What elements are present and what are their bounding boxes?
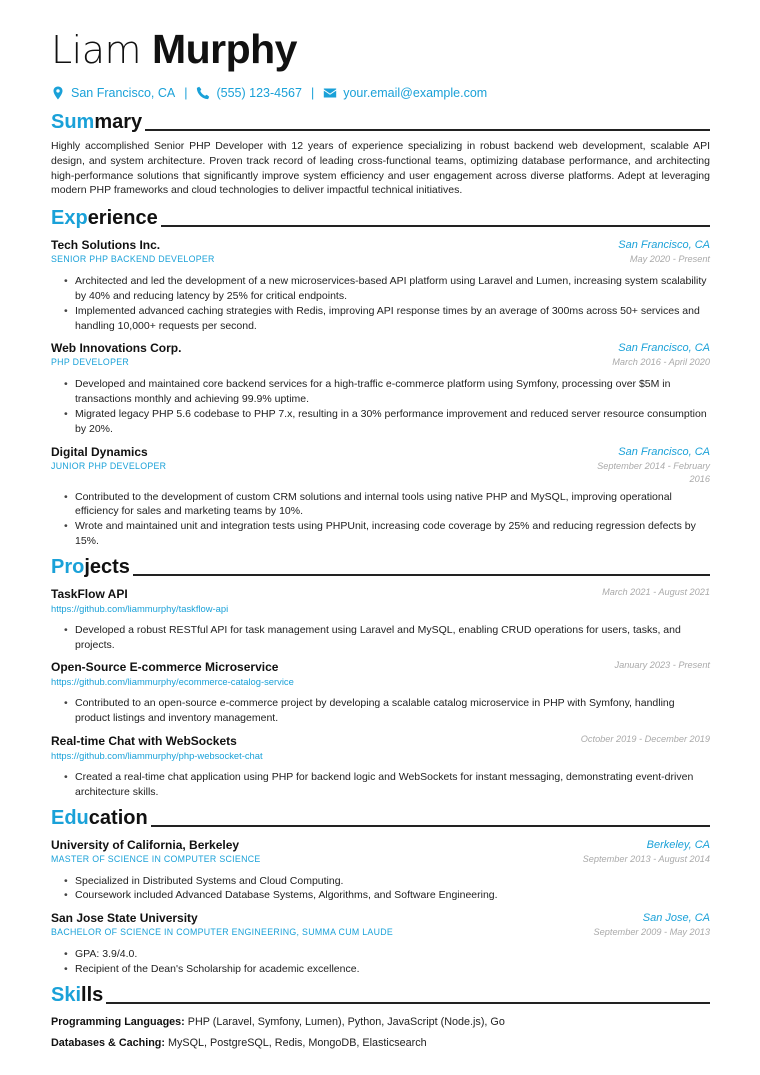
project-dates: October 2019 - December 2019 (580, 733, 710, 744)
skills-heading: Ski lls (51, 983, 710, 1007)
contact-bar (51, 84, 710, 102)
job-bullets (51, 490, 710, 549)
job-dates: September 2014 - February 2016 (597, 460, 710, 484)
experience-entry (51, 444, 710, 549)
bullet-item: • Contributed to the development of custom CRM solutions and internal tools using native PHP and MySQL, improving operational efficiency for sales and marketing teams by 10%. (75, 490, 710, 520)
project-url-link[interactable]: https://github.com/liammurphy/ecommerce-catalog-service (51, 676, 294, 688)
school-name: University of California, Berkeley (51, 837, 240, 852)
bullet-item: • Developed and maintained core backend services for a high-traffic e-commerce platform using Symfony, processing over $5M in transactions monthly and achieving 99.9% uptime. (75, 377, 710, 407)
contact-location (51, 86, 175, 100)
bullet-item: • Implemented advanced caching strategies with Redis, improving API response times by an average of 300ms across 50+ services and handling 10,000+ requests per second. (75, 304, 710, 334)
project-bullets (51, 770, 710, 800)
school-name: San Jose State University (51, 911, 198, 926)
education-bullets (51, 947, 710, 977)
degree-name: MASTER OF SCIENCE IN COMPUTER SCIENCE (51, 853, 261, 864)
project-dates: January 2023 - Present (614, 660, 710, 671)
project-bullets (51, 623, 710, 653)
project-name: Open-Source E-commerce Microservice (51, 660, 279, 675)
education-entry (51, 910, 710, 977)
bullet-item: • Developed a robust RESTful API for task management using Laravel and MySQL, enabling CRUD operations for users, tasks, and projects. (75, 623, 710, 653)
job-location: San Francisco, CA (618, 342, 710, 355)
company-name: Digital Dynamics (51, 444, 148, 459)
job-role: JUNIOR PHP DEVELOPER (51, 460, 167, 471)
skill-label: Databases & Caching: (51, 1036, 165, 1049)
skill-value: MySQL, PostgreSQL, Redis, MongoDB, Elasticsearch (168, 1036, 427, 1049)
project-entry (51, 586, 710, 653)
project-url-link[interactable]: https://github.com/liammurphy/php-websocket-chat (51, 749, 263, 761)
contact-separator: | (310, 86, 315, 100)
project-entry (51, 733, 710, 800)
summary-text: Highly accomplished Senior PHP Developer with 12 years of experience specializing in robust backend web development, scalable API design, and system architecture. Proven track record of leading cross-functional teams, optimizing database performance, and architecting high-performance solutions that significantly improve system efficiency and user engagement across diverse platforms. Adept at leveraging modern PHP frameworks and cloud technologies to deliver impactful technical initiatives. (51, 140, 710, 197)
education-dates: September 2013 - August 2014 (582, 853, 710, 864)
last-name: Murphy (151, 26, 297, 72)
bullet-item: • Wrote and maintained unit and integration tests using PHPUnit, increasing code coverage by 25% and reducing regression defects by 15%. (75, 519, 710, 549)
school-location: San Jose, CA (642, 912, 710, 925)
company-name: Web Innovations Corp. (51, 341, 182, 356)
section-rule (106, 1002, 710, 1004)
section-rule (161, 225, 710, 227)
project-dates: March 2021 - August 2021 (602, 586, 710, 597)
project-name: Real-time Chat with WebSockets (51, 733, 237, 748)
projects-heading: Pro jects (51, 555, 710, 579)
bullet-item: • Migrated legacy PHP 5.6 codebase to PHP 7.x, resulting in a 30% performance improvement and reduced server resource consumption by 20%. (75, 407, 710, 437)
candidate-name (51, 24, 710, 75)
bullet-item: • Contributed to an open-source e-commerce project by developing a scalable catalog microservice in PHP with Symfony, handling product listings and inventory management. (75, 696, 710, 726)
bullet-item: • GPA: 3.9/4.0. (75, 947, 710, 962)
skill-value: PHP (Laravel, Symfony, Lumen), Python, JavaScript (Node.js), Go (187, 1015, 505, 1028)
section-rule (145, 129, 710, 131)
section-rule (151, 825, 710, 827)
bullet-item: • Architected and led the development of a new microservices-based API platform using Laravel and Lumen, increasing system scalability by 40% and reducing latency by 25% for critical endpoints. (75, 274, 710, 304)
project-entry (51, 659, 710, 726)
job-bullets (51, 377, 710, 436)
skill-row (51, 1015, 710, 1029)
degree-name: BACHELOR OF SCIENCE IN COMPUTER ENGINEERING, SUMMA CUM LAUDE (51, 927, 394, 938)
location-text: San Francisco, CA (71, 86, 176, 100)
summary-heading: Sum mary (51, 110, 710, 134)
bullet-item: • Coursework included Advanced Database Systems, Algorithms, and Software Engineering. (75, 888, 710, 903)
job-role: PHP DEVELOPER (51, 357, 130, 368)
project-name: TaskFlow API (51, 586, 128, 601)
job-location: San Francisco, CA (618, 445, 710, 458)
email-text: your.email@example.com (343, 86, 488, 100)
job-role: SENIOR PHP BACKEND DEVELOPER (51, 254, 215, 265)
job-dates: March 2016 - April 2020 (612, 357, 710, 368)
bullet-item: • Created a real-time chat application using PHP for backend logic and WebSockets for instant messaging, demonstrating event-driven architecture skills. (75, 770, 710, 800)
education-dates: September 2009 - May 2013 (593, 927, 710, 938)
contact-email[interactable] (323, 86, 487, 100)
bullet-item: • Recipient of the Dean's Scholarship for academic excellence. (75, 962, 710, 977)
envelope-icon (323, 86, 337, 100)
experience-entry (51, 237, 710, 333)
project-url-link[interactable]: https://github.com/liammurphy/taskflow-api (51, 602, 229, 614)
contact-separator: | (184, 86, 188, 100)
map-marker-icon (51, 86, 65, 100)
education-bullets (51, 874, 710, 904)
job-bullets (51, 274, 710, 333)
skill-row (51, 1036, 710, 1050)
job-location: San Francisco, CA (618, 239, 710, 252)
education-entry (51, 837, 710, 904)
section-rule (133, 574, 710, 576)
experience-entry (51, 340, 710, 436)
project-bullets (51, 696, 710, 726)
company-name: Tech Solutions Inc. (51, 238, 161, 253)
experience-heading: Exp erience (51, 206, 710, 230)
bullet-item: • Specialized in Distributed Systems and Cloud Computing. (75, 874, 710, 889)
phone-icon (196, 86, 210, 100)
job-dates: May 2020 - Present (629, 254, 710, 265)
school-location: Berkeley, CA (646, 838, 710, 851)
phone-text: (555) 123-4567 (216, 86, 302, 100)
first-name: Liam (51, 28, 142, 72)
contact-phone[interactable] (196, 86, 301, 100)
skill-label: Programming Languages: (51, 1015, 185, 1028)
education-heading: Edu cation (51, 806, 710, 830)
